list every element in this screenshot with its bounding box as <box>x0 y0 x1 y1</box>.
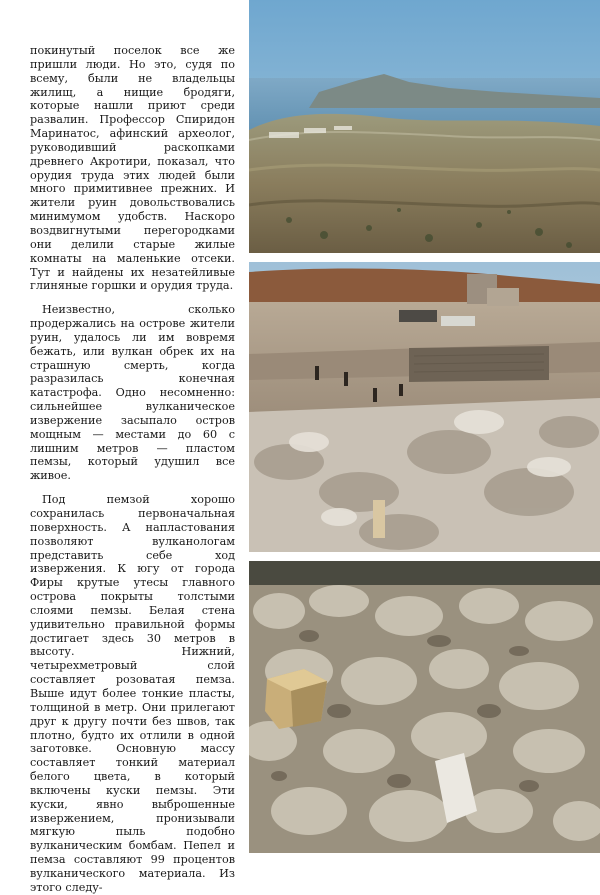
article-paragraph-1: покинутый поселок все же пришли люди. Но это, судя по всему, были не владельцы жилищ, а нищие бродяги, которые нашли приют среди развалин. Профессор Спиридон Маринатос, афинский археолог, руководивший раскопками древнего Акротири, показал, что орудия труда этих людей были много примитивнее прежних. И жители руин довольствовались минимумом удобств. Наскоро воздвигнутыми перегородками они делили старые жилые комнаты на маленькие отсеки. Тут и найдены их незатейливые глиняные горшки и орудия труда. <box>30 44 235 293</box>
ruins-closeup-photo <box>249 561 600 853</box>
landscape-photo <box>249 0 600 253</box>
article-text-column <box>30 44 235 895</box>
excavation-photo <box>249 262 600 552</box>
article-paragraph-3: Под пемзой хорошо сохранилась первоначальная поверхность. А напластования позволяют вулканологам представить себе ход извержения. К югу от города Фиры крутые утесы главного острова покрыты толстыми слоями пемзы. Белая стена удивительно правильной формы достигает здесь 30 метров в высоту. Нижний, четырехметровый слой составляет розоватая пемза. Выше идут более тонкие пласты, толщиной в метр. Они прилегают друг к другу почти без швов, так плотно, будто их отлили в одной заготовке. Основную массу составляет тонкий материал белого цвета, в который включены куски пемзы. Эти куски, явно выброшенные извержением, пронизывали мягкую пыль подобно вулканическим бомбам. Пепел и пемза составляют 99 процентов вулканического материала. Из этого следу- <box>30 493 235 894</box>
landscape-photo-image <box>249 0 600 253</box>
excavation-photo-image <box>249 262 600 552</box>
article-paragraph-2: Неизвестно, сколько продержались на острове жители руин, удалось ли им вовремя бежать, или вулкан обрек их на страшную смерть, когда разразилась конечная катастрофа. Одно несомненно: сильнейшее вулканическое извержение засыпало остров мощным — местами до 60 с лишним метров — пластом пемзы, который удушил все живое. <box>30 303 235 483</box>
ruins-closeup-photo-image <box>249 561 600 853</box>
cardboard-box <box>265 669 327 729</box>
